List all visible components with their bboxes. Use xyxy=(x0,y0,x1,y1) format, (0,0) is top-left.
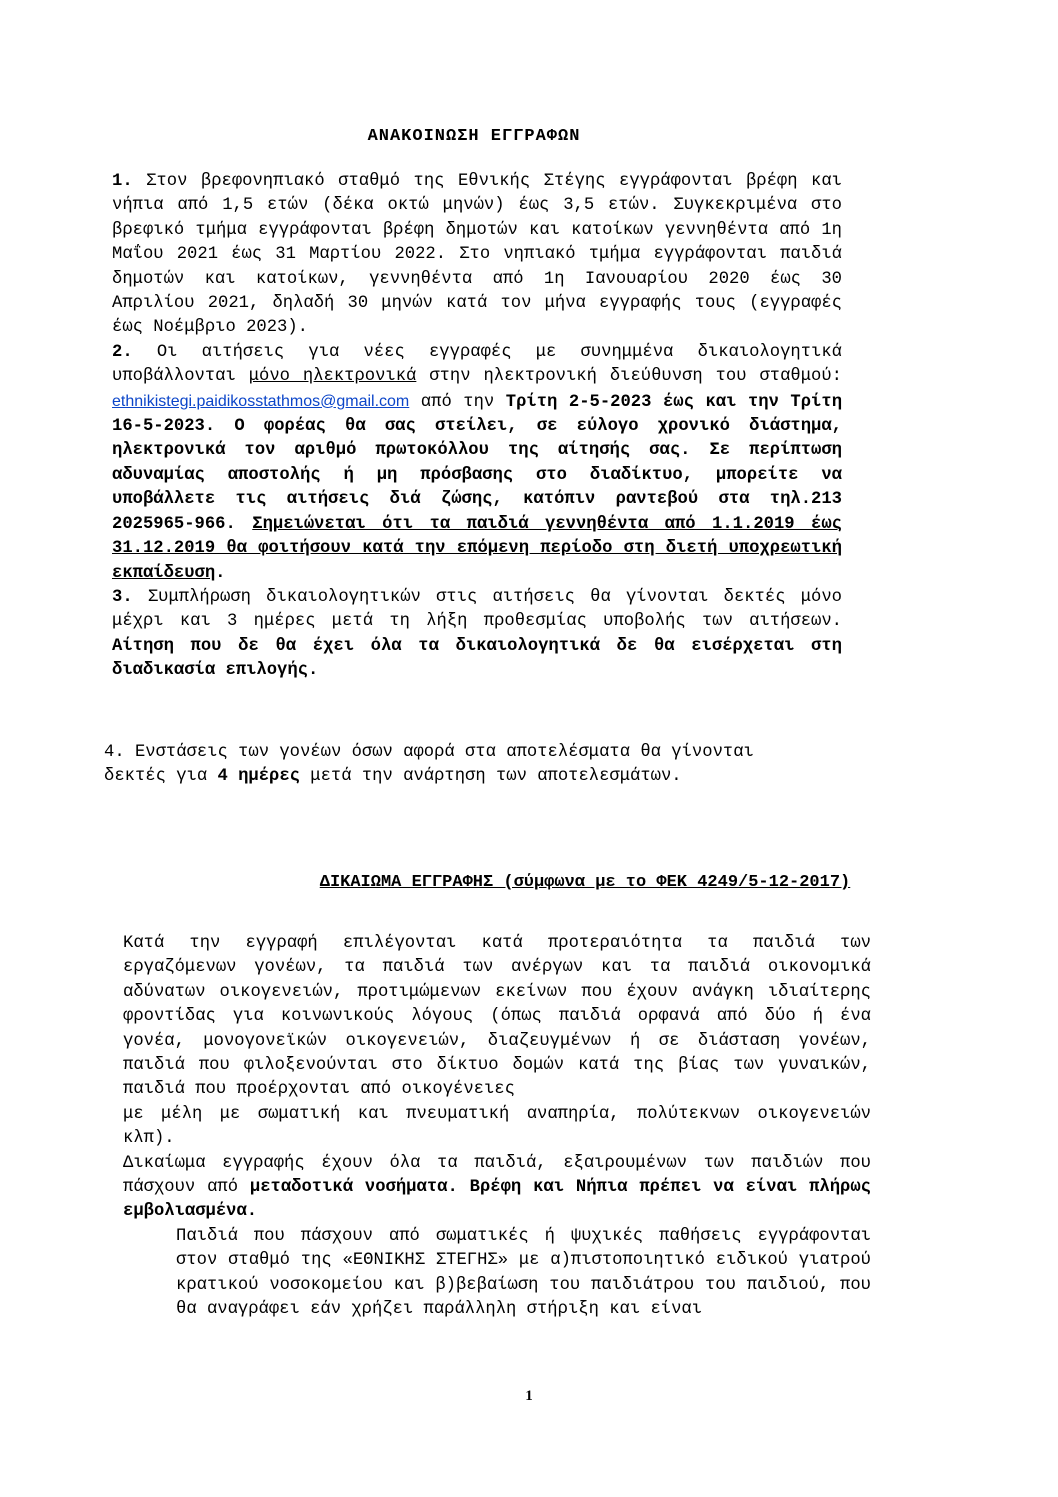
section-title-registration-right: ΔΙΚΑΙΩΜΑ ΕΓΓΡΑΦΗΣ (σύμφωνα με το ΦΕΚ 4249/5-12-2017) xyxy=(319,873,851,892)
item-4: 4. Ενστάσεις των γονέων όσων αφορά στα αποτελέσματα θα γίνονται δεκτές για 4 ημέρες μετά την ανάρτηση των αποτελεσμάτων. xyxy=(104,743,754,787)
paragraph-priority: Κατά την εγγραφή επιλέγονται κατά προτεραιότητα τα παιδιά των εργαζόμενων γονέων, τα παιδιά των ανέργων και τα παιδιά οικονομικά αδύνατων οικογενειών, προτιμώμενων εκείνων που έχουν ανάγκη ιδιαίτερης φροντίδας για κοινωνικούς λόγους (όπως παιδιά ορφανά από δύο ή ένα γονέα, μονογονεϊκών οικογενειών, διαζευγμένων ή σε διάσταση γονέων, παιδιά που φιλοξενούνται στο δίκτυο δομών κατά της βίας των γυναικών, παιδιά που προέρχονται από οικογένειες xyxy=(123,934,871,1100)
item-1: 1. Στον βρεφονηπιακό σταθμό της Εθνικής Στέγης εγγράφονται βρέφη και νήπια από 1,5 ετών (δέκα οκτώ μηνών) έως 3,5 ετών. Συγκεκριμένα στο βρεφικό τμήμα εγγράφονται βρέφη δημοτών και κατοίκων γεννηθέντα από 1η Μαΐου 2021 έως 31 Μαρτίου 2022. Στο νηπιακό τμήμα εγγράφονται παιδιά δημοτών και κατοίκων, γεννηθέντα από 1η Ιανουαρίου 2020 έως 30 Απριλίου 2021, δηλαδή 30 μηνών κατά τον μήνα εγγραφής τους (εγγραφές έως Νοέμβριο 2023). xyxy=(112,172,842,338)
page-title: ΑΝΑΚΟΙΝΩΣΗ ΕΓΓΡΑΦΩΝ xyxy=(367,127,581,146)
item-3: 3. Συμπλήρωση δικαιολογητικών στις αιτήσεις θα γίνονται δεκτές μόνο μέχρι και 3 ημέρες μετά τη λήξη προθεσμίας υποβολής των αιτήσεων. Αίτηση που δε θα έχει όλα τα δικαιολογητικά δε θα εισέρχεται στη διαδικασία επιλογής. xyxy=(112,587,842,681)
item-2: 2. Οι αιτήσεις για νέες εγγραφές με συνημμένα δικαιολογητικά υποβάλλονται μόνο ηλεκτρονικά στην ηλεκτρονική διεύθυνση του σταθμού: ethnikistegi.paidikosstathmos@gmail.com από την Τρίτη 2-5-2023 έως και την Τρίτη 16-5-2023. Ο φορέας θα σας στείλει, σε εύλογο χρονικό διάστημα, ηλεκτρονικά τον αριθμό πρωτοκόλλου της αίτησής σας. Σε περίπτωση αδυναμίας αποστολής ή μη πρόσβασης στο διαδίκτυο, μπορείτε να υποβάλλετε τις αιτήσεις διά ζώσης, κατόπιν ραντεβού στα τηλ.213 2025965-966. Σημειώνεται ότι τα παιδιά γεννηθέντα από 1.1.2019 έως 31.12.2019 θα φοιτήσουν κατά την επόμενη περίοδο στη διετή υποχρεωτική εκπαίδευση. xyxy=(112,342,843,583)
paragraph-eligibility: Δικαίωμα εγγραφής έχουν όλα τα παιδιά, εξαιρουμένων των παιδιών που πάσχουν από μεταδοτικά νοσήματα. Βρέφη και Νήπια πρέπει να είναι πλήρως εμβολιασμένα. xyxy=(123,1153,871,1222)
announcement-items xyxy=(112,170,842,684)
registration-right-text xyxy=(123,932,871,1323)
paragraph-health-conditions: Παιδιά που πάσχουν από σωματικές ή ψυχικές παθήσεις εγγράφονται στον σταθμό της «ΕΘΝΙΚΗΣ ΣΤΕΓΗΣ» με α)πιστοποιητικό ειδικού γιατρού κρατικού νοσοκομείου και β)βεβαίωση του παιδιάτρου του παιδιού, που θα αναγράφει εάν χρήζει παράλληλη στήριξη και είναι xyxy=(176,1226,871,1320)
email-link[interactable]: ethnikistegi.paidikosstathmos@gmail.com xyxy=(112,392,410,410)
page-number: 1 xyxy=(525,1388,533,1404)
paragraph-disability: με μέλη με σωματική και πνευματική αναπηρία, πολύτεκνων οικογενειών κλπ). xyxy=(123,1104,871,1149)
